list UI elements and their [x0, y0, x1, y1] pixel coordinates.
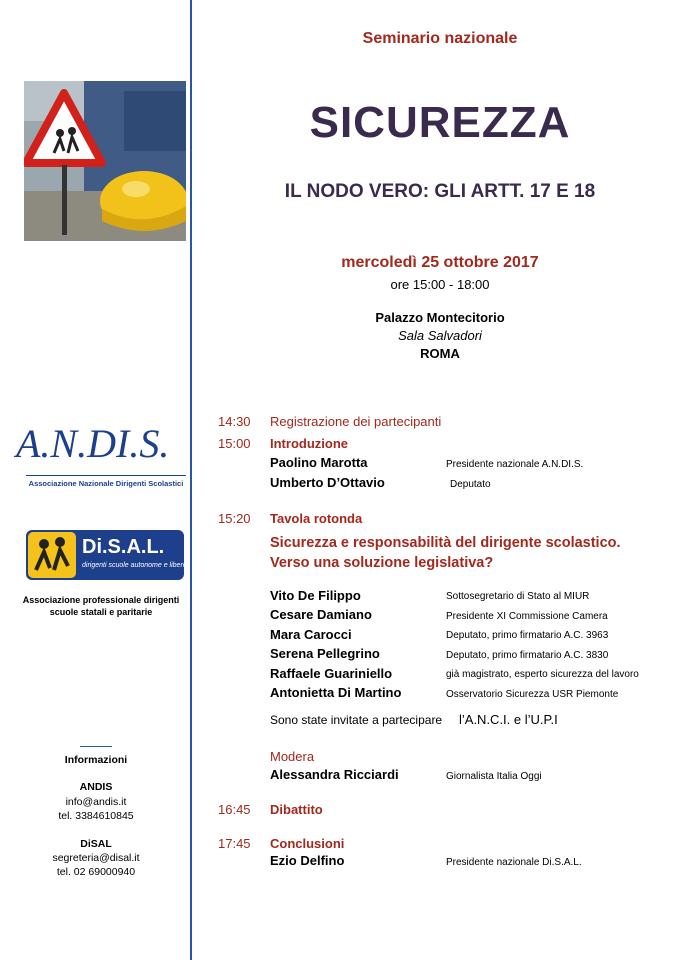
- speaker-name: Antonietta Di Martino: [270, 685, 402, 700]
- info-andis-tel: tel. 3384610845: [58, 810, 134, 822]
- speaker-role: Osservatorio Sicurezza USR Piemonte: [446, 689, 619, 700]
- speaker-name: Vito De Filippo: [270, 588, 361, 603]
- event-hours: ore 15:00 - 18:00: [390, 277, 490, 292]
- label-roundtable: Tavola rotonda: [270, 511, 363, 526]
- andis-logo-rule: [26, 475, 186, 476]
- speaker-role: già magistrato, esperto sicurezza del lavoro: [446, 669, 639, 680]
- time-conclusions: 17:45: [218, 836, 251, 851]
- invited-orgs: l’A.N.C.I. e l’U.P.I: [459, 712, 558, 727]
- speaker-name: Mara Carocci: [270, 627, 352, 642]
- speaker-role: Deputato, primo firmatario A.C. 3830: [446, 650, 609, 661]
- time-roundtable: 15:20: [218, 511, 251, 526]
- label-registration: Registrazione dei partecipanti: [270, 414, 442, 429]
- roundtable-topic-line1: Sicurezza e responsabilità del dirigente scolastico.: [270, 535, 621, 551]
- event-title: SICUREZZA: [309, 98, 571, 147]
- time-intro: 15:00: [218, 436, 251, 451]
- conclusions-speaker-name: Ezio Delfino: [270, 853, 345, 868]
- speaker-role: Deputato: [450, 479, 491, 490]
- disal-logo-name: Di.S.A.L.: [82, 536, 165, 558]
- speaker-name: Cesare Damiano: [270, 607, 372, 622]
- speaker-role: Presidente XI Commissione Camera: [446, 611, 608, 622]
- andis-logo: A.N.DI.S.: [16, 421, 170, 466]
- event-room: Sala Salvadori: [398, 328, 482, 343]
- speaker-role: Deputato, primo firmatario A.C. 3963: [446, 630, 609, 641]
- info-andis-email[interactable]: info@andis.it: [65, 796, 127, 808]
- speaker-name: Umberto D’Ottavio: [270, 475, 385, 490]
- moderator-role: Giornalista Italia Oggi: [446, 771, 542, 782]
- info-disal-tel: tel. 02 69000940: [56, 866, 136, 878]
- andis-logo-subtitle: Associazione Nazionale Dirigenti Scolastici: [28, 479, 184, 488]
- event-subtitle: IL NODO VERO: GLI ARTT. 17 E 18: [284, 181, 596, 202]
- event-city: ROMA: [420, 346, 460, 361]
- info-disal-email[interactable]: segreteria@disal.it: [52, 852, 140, 864]
- label-moderator: Modera: [270, 749, 315, 764]
- disal-description: Associazione professionale dirigenti scuole statali e paritarie: [22, 595, 180, 617]
- speaker-role: Presidente nazionale A.N.DI.S.: [446, 459, 584, 470]
- event-date: mercoledì 25 ottobre 2017: [341, 254, 539, 271]
- info-andis-label: ANDIS: [79, 781, 113, 793]
- conclusions-speaker-role: Presidente nazionale Di.S.A.L.: [446, 857, 582, 868]
- safety-illustration: [24, 81, 186, 241]
- roundtable-topic-line2: Verso una soluzione legislativa?: [270, 555, 494, 571]
- speaker-role: Sottosegretario di Stato al MIUR: [446, 591, 590, 602]
- label-intro: Introduzione: [270, 436, 348, 451]
- time-registration: 14:30: [218, 414, 251, 429]
- speaker-name: Paolino Marotta: [270, 455, 368, 470]
- label-debate: Dibattito: [270, 802, 323, 817]
- info-heading: Informazioni: [64, 754, 128, 766]
- event-venue: Palazzo Montecitorio: [375, 310, 505, 325]
- speaker-name: Raffaele Guariniello: [270, 666, 393, 681]
- time-debate: 16:45: [218, 802, 251, 817]
- speaker-name: Serena Pellegrino: [270, 646, 380, 661]
- label-conclusions: Conclusioni: [270, 836, 345, 851]
- moderator-name: Alessandra Ricciardi: [270, 767, 399, 782]
- invited-text: Sono state invitate a partecipare: [270, 713, 443, 727]
- info-rule: [80, 746, 112, 747]
- event-type: Seminario nazionale: [362, 30, 518, 47]
- disal-logo-tagline: dirigenti scuole autonome e libere: [82, 562, 187, 569]
- info-disal-label: DiSAL: [80, 838, 112, 850]
